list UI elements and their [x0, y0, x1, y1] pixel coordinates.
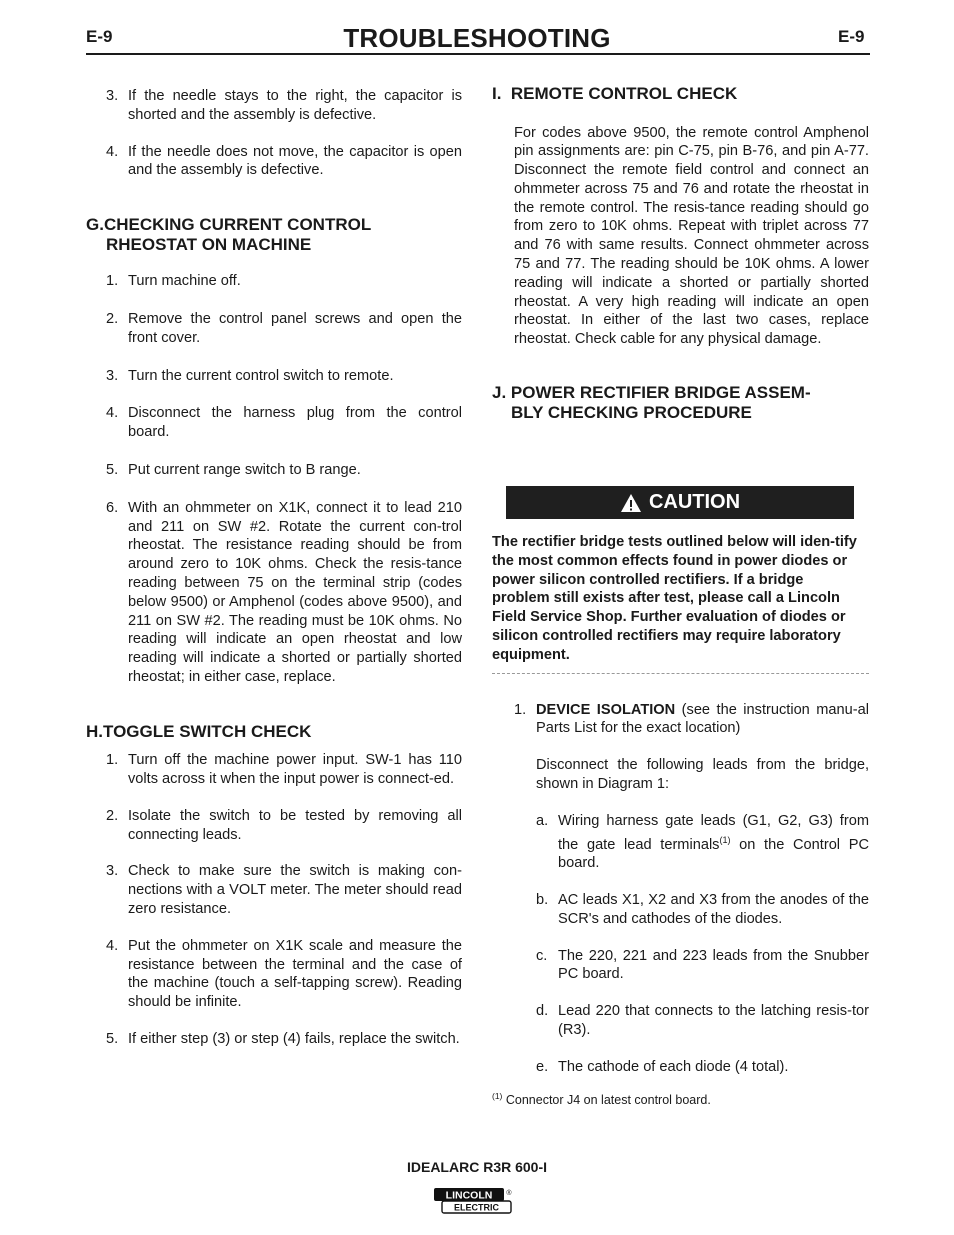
item-text: Remove the control panel screws and open the front cover.: [128, 310, 462, 346]
item-number: 1.: [106, 752, 119, 769]
left-column: [86, 87, 462, 1049]
list-item: [106, 751, 462, 789]
item-text: Disconnect the harness plug from the control board.: [128, 405, 462, 441]
device-isolation-title: DEVICE ISOLATION: [536, 701, 676, 718]
list-item: [106, 404, 462, 442]
list-item: [106, 367, 462, 386]
item-number: 1.: [106, 273, 119, 290]
section-g-heading: [86, 215, 462, 254]
item-number: 6.: [106, 499, 119, 516]
item-number: 5.: [106, 1031, 119, 1047]
list-item: [106, 807, 462, 845]
item-text: Check to make sure the switch is making con-nections with a VOLT meter. The meter should read zero resistance.: [128, 863, 462, 918]
section-g-heading-line2: RHEOSTAT ON MACHINE: [106, 234, 312, 254]
sub-a-text: Wiring harness gate leads (G1, G2, G3) from the gate lead terminals: [558, 812, 869, 853]
item-text: If the needle does not move, the capacitor is open and the assembly is defective.: [128, 143, 462, 179]
item-text: [558, 812, 869, 873]
title-rule: [86, 53, 870, 55]
item-text: If either step (3) or step (4) fails, replace the switch.: [128, 1031, 460, 1047]
list-item: [106, 499, 462, 687]
section-i-heading: I. REMOTE CONTROL CHECK: [492, 84, 738, 103]
list-item: [106, 862, 462, 918]
section-j-heading-line1: J. POWER RECTIFIER BRIDGE ASSEM-: [492, 383, 811, 403]
footnote-ref: (1): [719, 834, 731, 845]
item-number: 5.: [106, 461, 119, 478]
sub-list-item: [536, 891, 869, 929]
item-text: Turn off the machine power input. SW-1 has 110 volts across it when the input power is connect-ed.: [128, 752, 462, 788]
item-letter: a.: [536, 812, 549, 829]
caution-label: CAUTION: [648, 491, 741, 514]
item-text: The cathode of each diode (4 total).: [558, 1058, 789, 1075]
section-j-heading: [492, 383, 869, 422]
caution-text: The rectifier bridge tests outlined below will iden-tify the most common effects found in power diodes or power silicon controlled rectifiers. If a bridge problem still exists after test, please call a Lincoln Field Service Shop. Further evaluation of diodes or silicon controlled rectifiers may require laboratory equipment.: [492, 534, 857, 663]
item-number: 4.: [106, 937, 119, 954]
item-text: With an ohmmeter on X1K, connect it to lead 210 and 211 on SW #2. Rotate the current con-trol rheostat. The resistance reading should be from around zero to 10K ohms. Check the resis-tance reading between 75 on the terminal strip (codes below 9500) or Amphenol (codes above 9500), and 211 on SW #2. The reading must be 10K ohms. No reading will indicate an open rheostat and low reading will indicate a shorted or partially shorted rheostat; in either case, replace.: [128, 499, 462, 685]
item-text: Put the ohmmeter on X1K scale and measure the resistance between the terminal and the case of the machine (touch a self-tapping screw). Reading should be infinite.: [128, 937, 462, 1011]
section-h-heading: H.TOGGLE SWITCH CHECK: [86, 721, 312, 741]
logo-top-text: LINCOLN: [445, 1189, 493, 1202]
page-number-left: E-9: [86, 27, 113, 46]
list-item: [106, 1030, 462, 1049]
item-text: Turn the current control switch to remote.: [128, 367, 394, 384]
sub-list-item: [536, 1058, 869, 1077]
item-text: Put current range switch to B range.: [128, 461, 361, 478]
sub-a-text-end: on the Control PC board.: [558, 836, 869, 872]
item-text: AC leads X1, X2 and X3 from the anodes of the SCR's and cathodes of the diodes.: [558, 892, 869, 927]
page-title: TROUBLESHOOTING: [343, 23, 611, 53]
item-number: 2.: [106, 310, 119, 327]
section-i-body: For codes above 9500, the remote control Amphenol pin assignments are: pin C-75, pin B-76, and pin A-77. Disconnect the remote field control and connect an ohmmeter across 75 and 76 and rotate the rheostat in the remote control. The resis-tance reading should go from zero to 10K ohms. Repeat with triplet across 77 and 76 with same results. Connect ohmmeter across 75 and 77. The reading should be 10K ohms. A lower reading will indicate a shorted or partially shorted rheostat. A very high reading will indicate an open rheostat. In either of the last two cases, replace rheostat. Check cable for any physical damage.: [514, 124, 869, 348]
footnote: [492, 1087, 869, 1110]
item-number: 3.: [106, 863, 119, 880]
item-number: 3.: [106, 367, 119, 384]
section-j-heading-line2: BLY CHECKING PROCEDURE: [511, 402, 752, 422]
footnote-text: Connector J4 on latest control board.: [502, 1092, 711, 1107]
logo-bottom-text: ELECTRIC: [454, 1202, 499, 1213]
dashed-divider: [492, 673, 869, 674]
caution-banner: [506, 486, 854, 519]
list-item: [106, 272, 462, 291]
device-isolation-item: [514, 701, 869, 739]
device-isolation-title-rest: (see the instruction manu-al Parts List for the exact location): [536, 701, 869, 737]
item-text: Lead 220 that connects to the latching resis-tor (R3).: [558, 1003, 869, 1039]
sub-list-item: [536, 1002, 869, 1040]
page-number-right: E-9: [838, 27, 865, 46]
sub-list-item: [536, 812, 869, 873]
list-item: [106, 143, 462, 181]
item-text: The 220, 221 and 223 leads from the Snubber PC board.: [558, 947, 869, 983]
item-letter: c.: [536, 947, 548, 964]
item-text: If the needle stays to the right, the capacitor is shorted and the assembly is defective.: [128, 88, 462, 123]
item-text: Turn machine off.: [128, 273, 241, 290]
warning-triangle-icon: [620, 493, 642, 513]
device-isolation-intro: Disconnect the following leads from the bridge, shown in Diagram 1:: [536, 757, 869, 793]
item-text: [536, 701, 869, 739]
footnote-mark: (1): [492, 1090, 503, 1101]
item-text: Isolate the switch to be tested by removing all connecting leads.: [128, 807, 462, 843]
lincoln-electric-logo: [433, 1187, 513, 1215]
list-item: [106, 461, 462, 480]
item-letter: d.: [536, 1003, 549, 1020]
logo-registered-mark: ®: [506, 1190, 512, 1197]
section-g-heading-line1: G.CHECKING CURRENT CONTROL: [86, 215, 372, 235]
list-item: [106, 310, 462, 348]
list-item: [106, 87, 462, 125]
item-number: 3.: [106, 88, 119, 104]
item-number: 4.: [106, 143, 119, 160]
footer-model-name: IDEALARC R3R 600-I: [406, 1159, 548, 1175]
item-letter: b.: [536, 892, 549, 909]
item-number: 4.: [106, 405, 119, 422]
list-item: [106, 937, 462, 1012]
sub-list-item: [536, 947, 869, 985]
item-number: 2.: [106, 807, 119, 824]
item-letter: e.: [536, 1058, 549, 1075]
item-number: 1.: [514, 701, 527, 718]
right-column: [492, 84, 869, 1110]
